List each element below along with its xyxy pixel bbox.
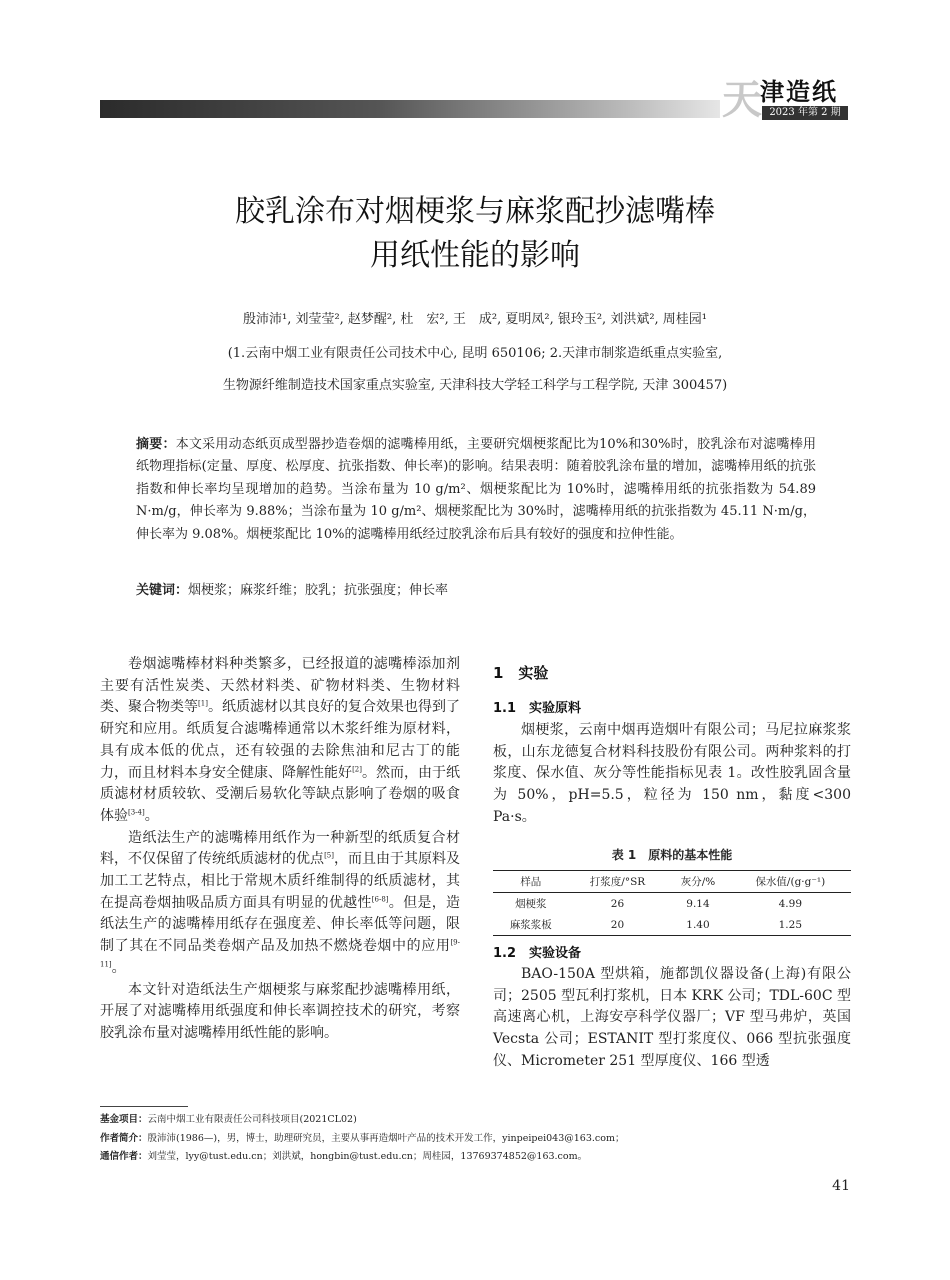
table-cell: 26 [610, 897, 625, 910]
keywords [136, 580, 816, 602]
table-header-cell: 打浆度/°SR [589, 876, 646, 888]
footnote-text: 刘莹莹，lyy@tust.edu.cn；刘洪斌，hongbin@tust.edu.cn；周桂园，13769374852@163.com。 [147, 1151, 588, 1162]
equipment-column [493, 964, 851, 1073]
affiliation-line-1: (1.云南中烟工业有限责任公司技术中心, 昆明 650106; 2.天津市制浆造纸重点实验室, [227, 346, 723, 361]
keywords-label: 关键词： [136, 583, 189, 598]
text-run: 。 [111, 959, 126, 976]
journal-issue: 2023 年第 2 期 [762, 106, 848, 120]
text-run: 。然而，由于纸质滤材材质较软、受潮后易软化等缺点影响了卷烟的吸食体验 [100, 764, 461, 824]
left-column [100, 654, 460, 1045]
text-run: 。 [144, 807, 159, 824]
intro-paragraph-2 [100, 828, 460, 980]
section-heading-1-2: 1.2 实验设备 [493, 946, 582, 961]
footnote-author [100, 1130, 860, 1147]
table-cell: 9.14 [686, 897, 710, 910]
footnote-divider [100, 1106, 188, 1107]
section-heading-1: 1 实验 [493, 664, 549, 682]
text-run: ，而且由于其原料及加工工艺特点，相比于常规木质纤维制得的纸质滤材，其在提高卷烟抽吸品质方面具有明显的优越性 [100, 851, 461, 911]
keywords-text: 烟梗浆；麻浆纤维；胶乳；抗张强度；伸长率 [188, 583, 449, 598]
footnote-label: 通信作者： [100, 1151, 148, 1162]
citation: [1] [198, 699, 208, 708]
footnote-label: 基金项目： [100, 1114, 148, 1125]
page-number: 41 [832, 1178, 850, 1194]
journal-logo-mark: 天 [722, 76, 762, 123]
materials-table [493, 870, 851, 936]
table-cell: 1.40 [686, 918, 710, 931]
footnote-text: 殷沛沛(1986—)，男，博士，助理研究员，主要从事再造烟叶产品的技术开发工作，yinpeipei043@163.com； [147, 1133, 625, 1144]
footnote-label: 作者简介： [100, 1133, 148, 1144]
table-cell: 1.25 [778, 918, 803, 931]
abstract-text: 本文采用动态纸页成型器抄造卷烟的滤嘴棒用纸，主要研究烟梗浆配比为10%和30%时，胶乳涂布对滤嘴棒用纸物理指标(定量、厚度、松厚度、抗张指数、伸长率)的影响。结果表明：随着胶乳涂布量的增加，滤嘴棒用纸的抗张指数和伸长率均呈现增加的趋势。当涂布量为 10 g/m²、烟梗浆配比为 10%时，滤嘴棒用纸的抗张指数为 54.89 N·m/g，伸长率为 9.88%；当涂布量为 10 g/m²、烟梗浆配比为 30%时，滤嘴棒用纸的抗张指数为 45.11 N·m/g，伸长率为 9.08%。烟梗浆配比 10%的滤嘴棒用纸经过胶乳涂布后具有较好的强度和拉伸性能。 [136, 437, 816, 542]
table-header-cell: 灰分/% [680, 876, 716, 888]
table-caption: 表 1 原料的基本性能 [611, 848, 733, 862]
citation: [5] [324, 851, 334, 860]
intro-paragraph-3: 本文针对造纸法生产烟梗浆与麻浆配抄滤嘴棒用纸，开展了对滤嘴棒用纸强度和伸长率调控技术的研究，考察胶乳涂布量对滤嘴棒用纸性能的影响。 [100, 981, 460, 1041]
section-heading-1-1: 1.1 实验原料 [493, 701, 582, 716]
table-cell: 烟梗浆 [515, 898, 547, 910]
abstract [136, 434, 816, 546]
table-row [493, 914, 851, 936]
table-header-row [493, 871, 851, 893]
citation: [6-8] [371, 895, 389, 904]
table-cell: 20 [610, 918, 625, 931]
text-run: 造纸法生产的滤嘴棒用纸作为一种新型的纸质复合材料，不仅保留了传统纸质滤材的优点 [100, 829, 460, 868]
citation: [2] [352, 764, 362, 773]
title-line-1: 胶乳涂布对烟梗浆与麻浆配抄滤嘴棒 [235, 194, 715, 229]
intro-paragraph-1 [100, 654, 460, 828]
citation: [3-4] [128, 808, 145, 817]
footnote-correspondence [100, 1148, 860, 1165]
affiliation-line-2: 生物源纤维制造技术国家重点实验室, 天津科技大学轻工科学与工程学院, 天津 300457) [222, 378, 728, 393]
footnote-text: 云南中烟工业有限责任公司科技项目(2021CL02) [147, 1114, 357, 1125]
materials-column [493, 720, 851, 829]
title-line-2: 用纸性能的影响 [370, 238, 580, 273]
citation: [9-11] [100, 938, 460, 969]
table-cell: 麻浆浆板 [509, 919, 552, 931]
paper-title [150, 190, 800, 278]
materials-paragraph: 烟梗浆，云南中烟再造烟叶有限公司；马尼拉麻浆浆板，山东龙德复合材料科技股份有限公司。两种浆料的打浆度、保水值、灰分等性能指标见表 1。改性胶乳固含量为 50%，pH=5.5，粒径为 150 nm，黏度<300 Pa·s。 [493, 722, 851, 825]
table-header-cell: 样品 [520, 876, 542, 888]
journal-name: 津造纸 [760, 77, 838, 106]
table-header-cell: 保水值/(g·g⁻¹) [755, 876, 826, 888]
text-run: 。纸质滤材以其良好的复合效果也得到了研究和应用。纸质复合滤嘴棒通常以木浆纤维为原材料，具有成本低的优点，还有较强的去除焦油和尼古丁的能力，而且材料本身安全健康、降解性能好 [100, 699, 461, 781]
authors: 殷沛沛¹, 刘莹莹², 赵梦醒², 杜 宏², 王 成², 夏明凤², 银玲玉², 刘洪斌², 周桂园¹ [242, 312, 708, 327]
equipment-paragraph: BAO-150A 型烘箱，施都凯仪器设备(上海)有限公司；2505 型瓦利打浆机，日本 KRK 公司；TDL-60C 型高速离心机，上海安亭科学仪器厂；VF 型马弗炉，英国 Vecsta 公司；ESTANIT 型打浆度仪、066 型抗张强度仪、Micrometer 251 型厚度仪、166 型透 [493, 966, 852, 1069]
table-cell: 4.99 [778, 897, 803, 910]
text-run: 卷烟滤嘴棒材料种类繁多，已经报道的滤嘴棒添加剂主要有活性炭类、天然材料类、矿物材料类、生物材料类、聚合物类等 [100, 656, 460, 716]
text-run: 。但是，造纸法生产的滤嘴棒用纸存在强度差、伸长率低等问题，限制了其在不同品类卷烟产品及加热不燃烧卷烟中的应用 [100, 894, 461, 955]
table-row [493, 893, 851, 915]
header-bar [100, 100, 720, 118]
footnote-fund [100, 1111, 860, 1128]
abstract-label: 摘要： [136, 437, 176, 452]
